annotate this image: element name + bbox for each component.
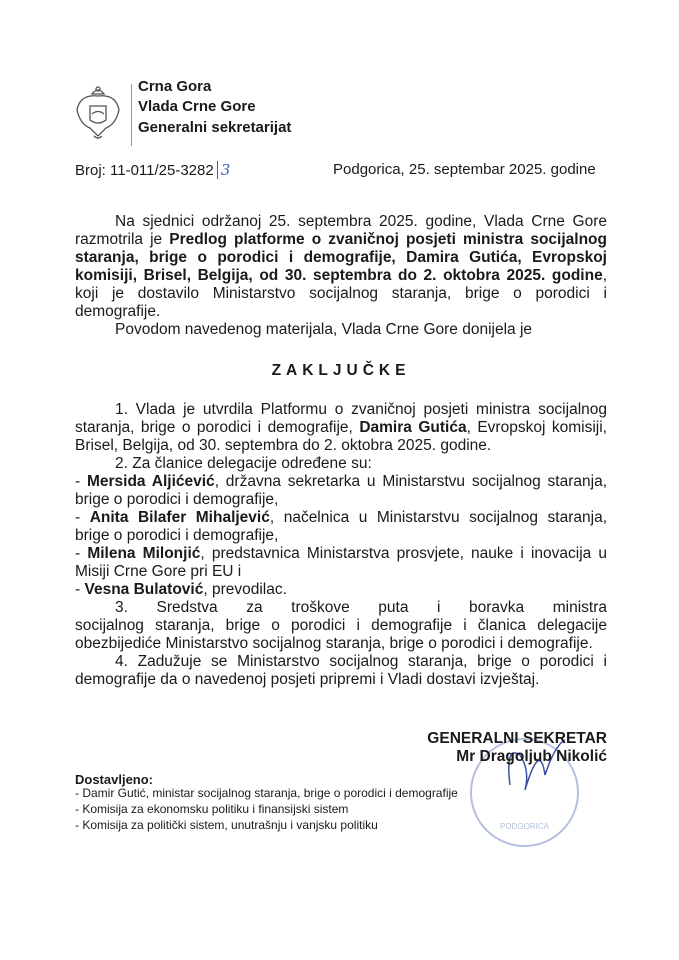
delivered-label: Dostavljeno: — [75, 772, 154, 787]
body-text: 3. Sredstva za troškove puta i boravka ministra — [115, 599, 607, 616]
body-line — [75, 267, 607, 285]
stamp-text: PODGORICA — [500, 822, 549, 831]
body-line — [75, 581, 607, 599]
conclusions-heading: ZAKLJUČKE — [271, 362, 411, 379]
body-line — [115, 213, 607, 231]
body-text: - — [75, 473, 87, 490]
body-text: , — [602, 267, 607, 284]
body-line — [75, 617, 607, 635]
body-line — [115, 653, 607, 671]
body-text: brige o porodici i demografije, — [75, 491, 279, 508]
body-text: 2. Za članice delegacije određene su: — [115, 455, 372, 472]
body-line — [75, 491, 607, 509]
body-line — [75, 303, 607, 321]
bold-text: Milena Milonjić — [87, 545, 201, 562]
bold-text: Damira Gutića — [359, 419, 467, 436]
bold-text: staranja, brige o porodici i demografije, Damira Gutića, Evropskoj — [75, 249, 607, 266]
body-line — [115, 599, 607, 617]
body-line — [115, 321, 607, 339]
body-line — [75, 545, 607, 563]
body-text: Povodom navedenog materijala, Vlada Crne Gore donijela je — [115, 321, 533, 338]
body-line — [75, 285, 607, 303]
delivered-item: - Komisija za ekonomsku politiku i finansijski sistem — [75, 802, 349, 816]
handwritten-number: 3 — [217, 161, 231, 179]
body-text: Na sjednici održanoj 25. septembra 2025. godine, Vlada Crne Gore — [115, 213, 607, 230]
bold-text: Vesna Bulatović — [84, 581, 204, 598]
body-line — [75, 671, 607, 689]
signatory-name: Mr Dragoljub Nikolić — [456, 748, 607, 765]
body-text: 4. Zadužuje se Ministarstvo socijalnog staranja, brige o porodici i — [115, 653, 607, 670]
body-text: - — [75, 581, 85, 598]
body-text: demografije. — [75, 303, 161, 320]
body-line — [75, 527, 607, 545]
delivered-item: - Komisija za politički sistem, unutrašnju i vanjsku politiku — [75, 818, 378, 832]
body-line — [75, 509, 607, 527]
body-text: staranja, brige o porodici i demografije, — [75, 419, 360, 436]
body-line — [75, 563, 607, 581]
body-text: - — [75, 545, 88, 562]
body-text: , prevodilac. — [203, 581, 287, 598]
body-text: brige o porodici i demografije, — [75, 527, 279, 544]
body-line — [75, 635, 607, 653]
body-text: 1. Vlada je utvrdila Platformu o zvaničnoj posjeti ministra socijalnog — [115, 401, 607, 418]
body-line — [75, 437, 607, 455]
body-text: koji je dostavilo Ministarstvo socijalnog staranja, brige o porodici i — [75, 285, 607, 302]
document-number-text: Broj: 11-011/25-3282 — [75, 162, 214, 179]
header-secretariat: Generalni sekretarijat — [138, 119, 292, 136]
delivered-item: - Damir Gutić, ministar socijalnog staranja, brige o porodici i demografije — [75, 786, 458, 800]
body-line — [75, 473, 607, 491]
body-line — [115, 455, 607, 473]
header-country: Crna Gora — [138, 78, 212, 95]
body-line — [75, 249, 607, 267]
body-text: , načelnica u Ministarstvu socijalnog staranja, — [269, 509, 608, 526]
body-text: socijalnog staranja, brige o porodici i demografije i članica delegacije — [75, 617, 607, 634]
signatory-title: GENERALNI SEKRETAR — [427, 730, 607, 747]
body-line — [75, 231, 607, 249]
body-text: razmotrila je — [75, 231, 170, 248]
body-text: Brisel, Belgija, od 30. septembra do 2. oktobra 2025. godine. — [75, 437, 492, 454]
body-line — [75, 419, 607, 437]
body-text: , predstavnica Ministarstva prosvjete, nauke i inovacija u — [200, 545, 608, 562]
body-text: , državna sekretarka u Ministarstvu socijalnog staranja, — [214, 473, 607, 490]
body-text: demografije da o navedenoj posjeti pripremi i Vladi dostavi izvještaj. — [75, 671, 540, 688]
bold-text: Anita Bilafer Mihaljević — [89, 509, 270, 526]
body-text: - — [75, 509, 90, 526]
place-date: Podgorica, 25. septembar 2025. godine — [333, 161, 596, 178]
bold-text: komisiji, Brisel, Belgija, od 30. septembra do 2. oktobra 2025. godine — [75, 267, 603, 284]
header-divider — [131, 84, 132, 146]
bold-text: Predlog platforme o zvaničnoj posjeti ministra socijalnog — [169, 231, 607, 248]
bold-text: Mersida Aljićević — [86, 473, 215, 490]
document-number — [75, 161, 230, 179]
body-line — [115, 401, 607, 419]
body-text: obezbijediće Ministarstvo socijalnog staranja, brige o porodici i demografije. — [75, 635, 593, 652]
header-government: Vlada Crne Gore — [138, 98, 256, 115]
montenegro-coat-of-arms-icon — [74, 84, 122, 142]
body-text: Misiji Crne Gore pri EU i — [75, 563, 242, 580]
body-text: , Evropskoj komisiji, — [466, 419, 607, 436]
